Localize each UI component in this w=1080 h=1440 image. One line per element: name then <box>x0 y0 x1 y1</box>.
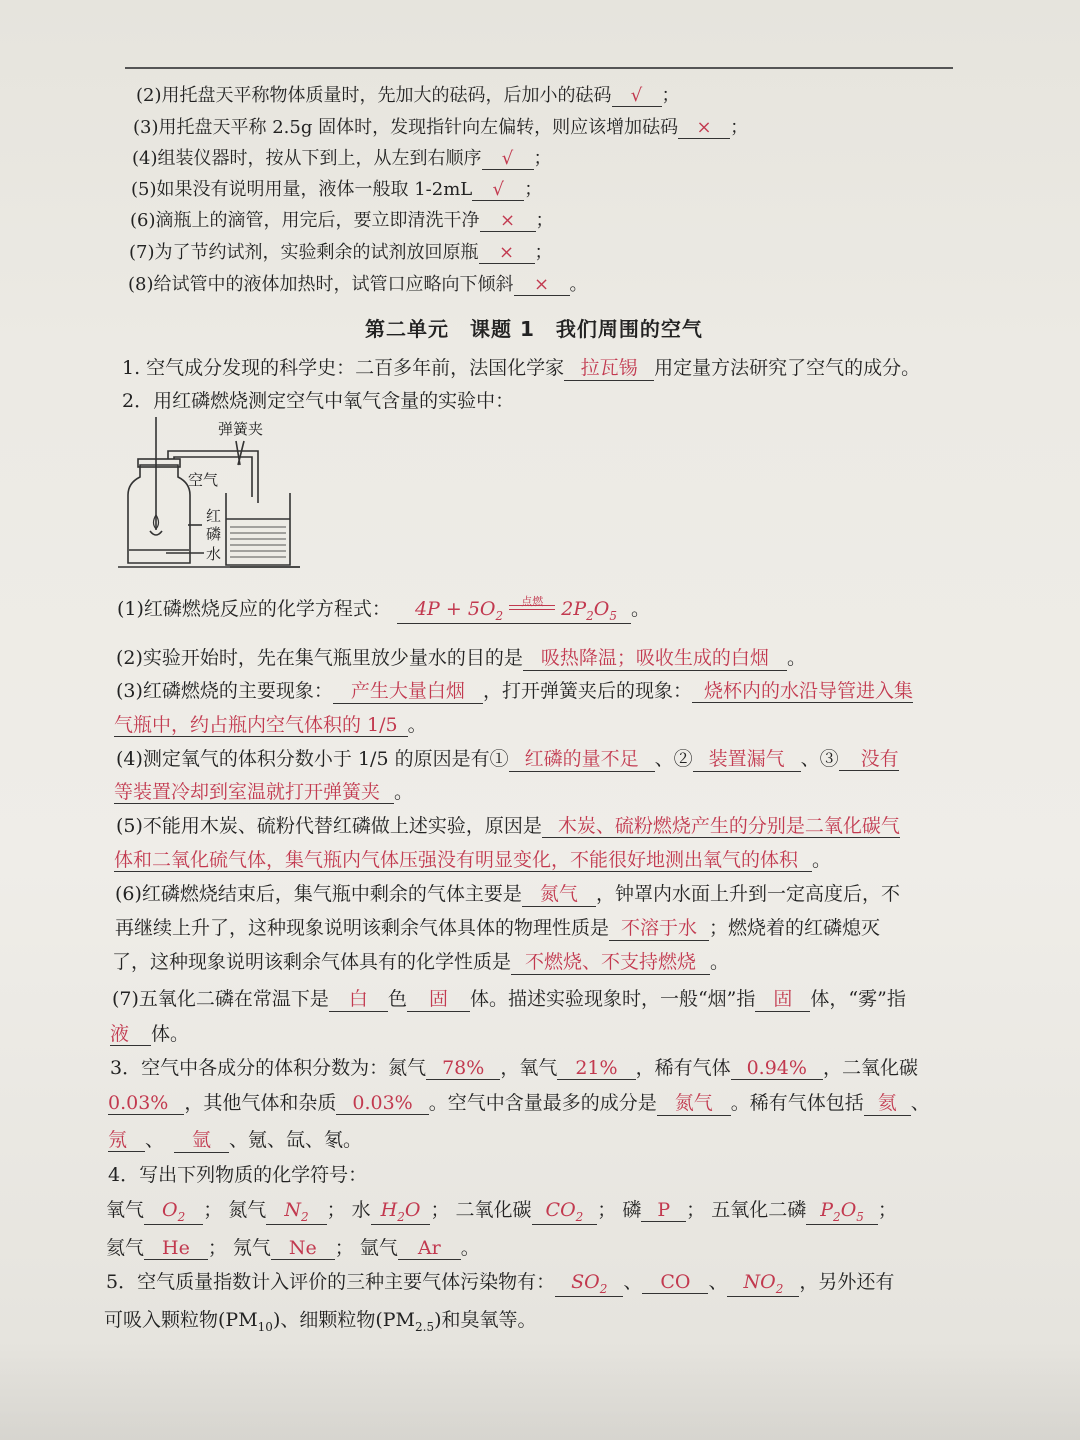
p3-line1: (3)红磷燃烧的主要现象： 产生大量白烟 ，打开弹簧夹后的现象： 烧杯内的水沿导管进入集 <box>116 676 913 704</box>
p2-line: (2)实验开始时，先在集气瓶里放少量水的目的是 吸热降温；吸收生成的白烟 。 <box>116 643 806 671</box>
p7-line2: 液 体。 <box>110 1023 190 1045</box>
item-4: (4)组装仪器时，按从下到上，从左到右顺序 √ ； <box>132 148 552 169</box>
p4-line1: (4)测定氧气的体积分数小于 1/5 的原因是有① 红磷的量不足 、② 装置漏气 、③ 没有 <box>116 744 899 772</box>
label-water: 水 <box>206 545 222 563</box>
section-title: 第二单元 课题 1 我们周围的空气 <box>365 317 703 341</box>
apparatus-diagram <box>118 415 308 575</box>
p1-line: (1)红磷燃烧反应的化学方程式： $4P + 5O_2$ 点燃 $2P_2O_5$ 。 <box>117 595 650 623</box>
item-8: (8)给试管中的液体加热时，试管口应略向下倾斜 × 。 <box>128 274 588 295</box>
s5-line1: 5．空气质量指数计入评价的三种主要气体污染物有： $SO_2$ 、 CO 、 $NO_2$ ，另外还有 <box>106 1271 895 1296</box>
p6-line1: (6)红磷燃烧结束后，集气瓶中剩余的气体主要是 氮气 ，钟罩内水面上升到一定高度后，不 <box>115 879 900 907</box>
s4-line1: 氧气 $O_2$ ； 氮气 $N_2$ ； 水 $H_2O$ ； 二氧化碳 $CO_2$ ； 磷 P ； 五氧化二磷 $P_2O_5$ ； <box>106 1199 897 1224</box>
label-air: 空气 <box>188 471 219 489</box>
item-7: (7)为了节约试剂，实验剩余的试剂放回原瓶 × ； <box>129 242 553 263</box>
item-3: (3)用托盘天平称 2.5g 固体时，发现指针向左偏转，则应该增加砝码 × ； <box>133 117 749 138</box>
label-p1: 红 <box>206 507 222 525</box>
header-rule <box>125 67 953 69</box>
s5-line2: 可吸入颗粒物$(PM_{10})$、细颗粒物$(PM_{2.5})$和臭氧等。 <box>104 1309 537 1334</box>
s4-line2: 氦气 He ； 氖气 Ne ； 氩气 Ar 。 <box>106 1237 480 1259</box>
label-p2: 磷 <box>206 525 222 543</box>
s2-line: 2．用红磷燃烧测定空气中氧气含量的实验中： <box>122 390 515 412</box>
item-5: (5)如果没有说明用量，液体一般取 1-2mL √ ； <box>131 179 543 200</box>
p6-line2: 再继续上升了，这种现象说明该剩余气体具体的物理性质是 不溶于水 ；燃烧着的红磷熄灭 <box>115 913 880 941</box>
p5-line1: (5)不能用木炭、硫粉代替红磷做上述实验，原因是 木炭、硫粉燃烧产生的分别是二氧化碳气 <box>116 815 900 837</box>
p6-line3: 了，这种现象说明该剩余气体具有的化学性质是 不燃烧、不支持燃烧 。 <box>112 947 729 975</box>
s3-line2: 0.03% ，其他气体和杂质 0.03% 。空气中含量最多的成分是 氮气 。稀有气体包括 氦 、 <box>108 1088 930 1116</box>
label-clip: 弹簧夹 <box>218 420 264 438</box>
p5-line2: 体和二氧化硫气体，集气瓶内气体压强没有明显变化，不能很好地测出氧气的体积 。 <box>114 849 832 871</box>
s3-line1: 3．空气中各成分的体积分数为：氮气 78% ，氧气 21% ，稀有气体 0.94% ，二氧化碳 <box>110 1057 918 1079</box>
s4-title: 4．写出下列物质的化学符号： <box>108 1164 368 1186</box>
item-2: (2)用托盘天平称物体质量时，先加大的砝码，后加小的砝码 √ ； <box>136 85 680 106</box>
item-6: (6)滴瓶上的滴管，用完后，要立即清洗干净 × ； <box>130 210 554 231</box>
s3-line3: 氖 、 氩 、氪、氙、氡。 <box>108 1125 362 1153</box>
p3-line2: 气瓶中，约占瓶内空气体积的 1/5 。 <box>114 714 427 736</box>
p4-line2: 等装置冷却到室温就打开弹簧夹 。 <box>114 781 414 803</box>
p7-line1: (7)五氧化二磷在常温下是 白 色 固 体。描述实验现象时，一般“烟”指 固 体，“雾”指 <box>112 984 906 1012</box>
s1-line: 1. 空气成分发现的科学史：二百多年前，法国化学家 拉瓦锡 用定量方法研究了空气的成分。 <box>122 353 920 381</box>
bottom-shadow <box>0 1340 1080 1440</box>
